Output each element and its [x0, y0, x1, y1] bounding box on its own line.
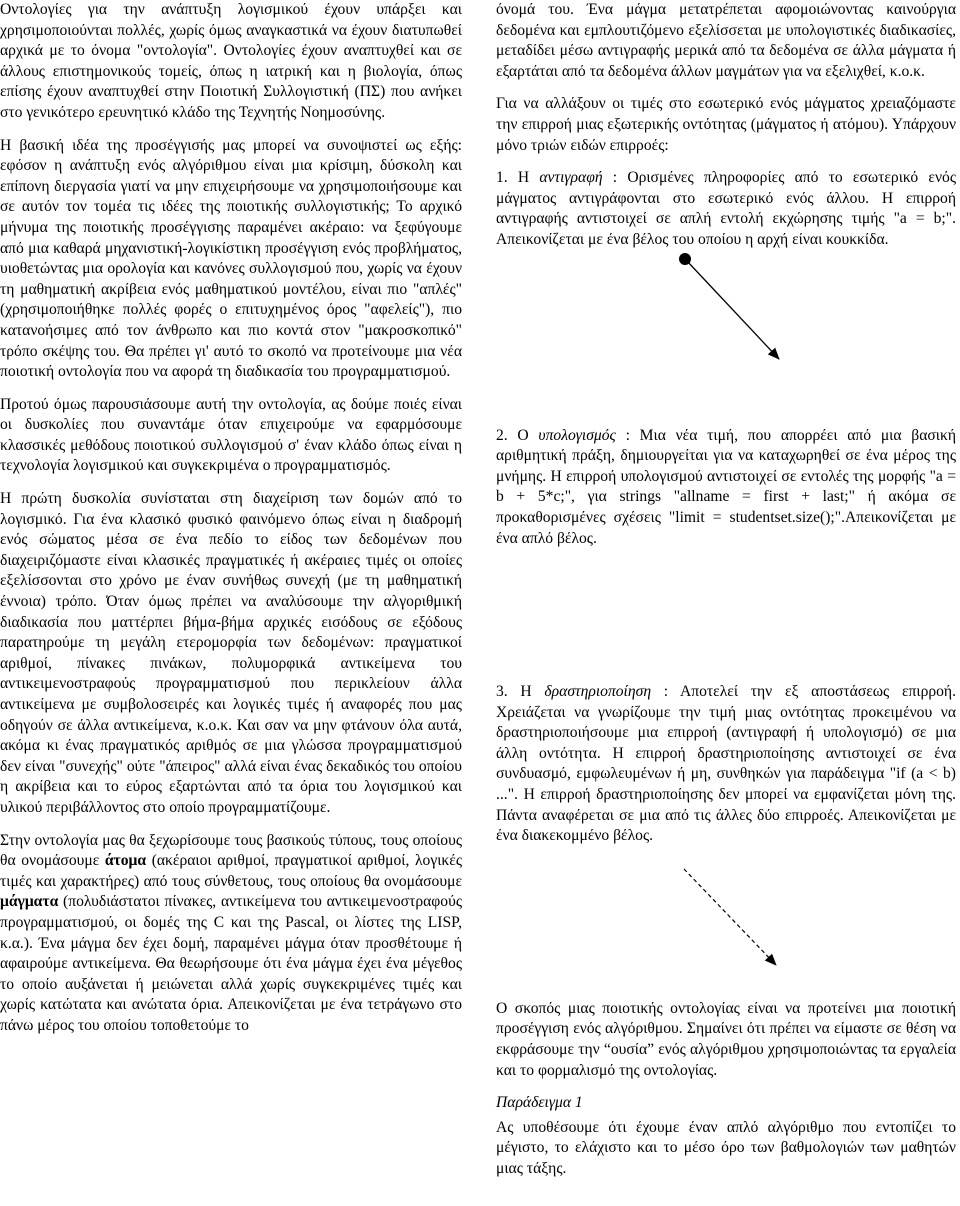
paragraph-ontologies-intro: Οντολογίες για την ανάπτυξη λογισμικού έχουν υπάρξει και χρησιμοποιούνται πολλές, χωρίς όμως αναγκαστικά να έχουν διατυπωθεί αρχικά με το όνομα "οντολογία". Οντολογίες έχουν αναπτυχθεί και σε άλλους επιστημονικούς τομείς, όπως η ιατρική και η βιολογία, όπως επίσης έχουν αναπτυχθεί στην Ποιοτική Συλλογιστική (ΠΣ) που ανήκει στο γενικότερο ερευνητικό κλάδο της Τεχνητής Νοημοσύνης. — [0, 1, 462, 121]
item-copy-influence — [496, 168, 956, 250]
paragraph-difficulties: Προτού όμως παρουσιάσουμε αυτή την οντολογία, ας δούμε ποιές είναι οι δυσκολίες που συναντάμε όταν επιχειρούμε να εφαρμόσουμε κλασσικές μεθόδους ποιοτικού συλλογισμού σ' έναν κλάδο όπως είναι η τεχνολογία λογισμικού και συγκεκριμένα ο προγραμματισμός. — [0, 395, 462, 475]
item-number: 1. Η — [496, 169, 540, 187]
term-atoms: άτομα — [104, 852, 147, 870]
item-number: 2. Ο — [496, 426, 539, 444]
paragraph-atoms-masses — [0, 831, 462, 1037]
paragraph-influences-intro: Για να αλλάξουν οι τιμές στο εσωτερικό ενός μάγματος χρειαζόμαστε την επιρροή μιας εξωτερικής οντότητας (μάγματος ή ατόμου). Υπάρχουν μόνο τριών ειδών επιρροές: — [496, 95, 956, 154]
text-segment: (ακέραιοι αριθμοί, πραγματικοί αριθμοί, λογικές τιμές και χαρακτήρες) από τους σύνθετους, τους οποίους θα ονομάσουμε — [0, 852, 462, 890]
term-masses: μάγματα — [0, 893, 59, 911]
item-activation-influence — [496, 682, 956, 847]
right-column — [496, 0, 956, 1180]
paragraph-mass-name: όνομά του. Ένα μάγμα μετατρέπεται αφομοιώνοντας καινούργια δεδομένα και εμπλουτιζόμενο εξελίσσεται με υπολογιστικές διαδικασίες, μεταδίδει μέσω αντιγραφής μερικά από τα δεδομένα σε άλλα μάγματα ή εξαρτάται από τα δεδομένα άλλων μαγμάτων για να εξελιχθεί, κ.ο.κ. — [496, 1, 956, 80]
simple-arrow-icon — [496, 549, 956, 669]
paragraph-ontology-goal: Ο σκοπός μιας ποιοτικής οντολογίας είναι να προτείνει μια ποιοτική προσέγγιση ενός αλγόριθμου. Σημαίνει ότι πρέπει να είμαστε σε θέση να εκφράσουμε την “ουσία” ενός αλγόριθμου χρησιμοποιώντας τα εργαλεία και το φορμαλισμό της οντολογίας. — [496, 999, 956, 1079]
text-segment: (πολυδιάστατοι πίνακες, αντικείμενα του αντικειμενοστραφούς προγραμματισμού, οι δομές της C και της Pascal, οι λίστες της LISP, κ.α.). Ένα μάγμα δεν έχει δομή, παραμένει μάγμα όταν προσθέτουμε ή αφαιρούμε αντικείμενα. Θα θεωρήσουμε ότι ένα μάγμα έχει ένα μέγεθος το οποίο αυξάνεται ή μειώνεται αλλά χωρίς συγκεκριμένες τιμές και χωρίς κατώτατα και ανώτατα όρια. Απεικονίζεται με ένα τετράγωνο στο πάνω μέρος του οποίου τοποθετούμε το — [0, 893, 462, 1034]
item-text: : Ορισμένες πληροφορίες από το εσωτερικό ενός μάγματος αντιγράφονται στο εσωτερικό ενός άλλου. Η επιρροή αντιγραφής αντιστοιχεί σε απλή εντολή εκχώρησης τιμής "a = b;". Απεικονίζεται με ένα βέλος του οποίου η αρχή είναι κουκκίδα. — [496, 169, 956, 248]
term-computation: υπολογισμός — [538, 426, 616, 444]
term-activation: δραστηριοποίηση — [544, 683, 652, 701]
term-copy: αντιγραφή — [539, 169, 603, 187]
item-text: : Μια νέα τιμή, που απορρέει από μια βασική αριθμητική πράξη, δημιουργείται για να καταχωρηθεί σε ένα μέρος της μνήμης. Η επιρροή υπολογισμού αντιστοιχεί σε εντολές της μορφής "a = b + 5*c;", για strings "allname = first + last;" ή ακόμα σε προκαθορισμένες σχέσεις "limit = studentset.size();".Απεικονίζεται με ένα απλό βέλος. — [496, 426, 956, 547]
item-computation-influence — [496, 426, 956, 550]
item-number: 3. Η — [496, 683, 545, 701]
dot-arrow-icon — [496, 251, 956, 376]
example-label: Παράδειγμα 1 — [496, 1094, 583, 1112]
left-column — [0, 0, 462, 1037]
paragraph-first-difficulty: Η πρώτη δυσκολία συνίσταται στη διαχείριση των δομών από το λογισμικό. Για ένα κλασικό φυσικό φαινόμενο όπως είναι η διαδρομή ενός σώματος μέσα σε ένα πεδίο το είδος των δεδομένων που διαχειριζόμαστε είναι κλασικές πραγματικές ή ακέραιες τιμές οι οποίες εξελίσσονται στο χρόνο με έναν συνήθως συνεχή (με τη μαθηματική έννοια) τρόπο. Όταν όμως πρέπει να αναλύσουμε την αλγοριθμική διαδικασία που ματτέρπει βήμα-βήμα αρχικές εισόδους σε εξόδους παρατηρούμε τη μεγάλη ετερομορφία των δεδομένων: πραγματικοί αριθμοί, πίνακες πινάκων, πολυμορφικά αντικείμενα του αντικειμενοστραφούς προγραμματισμού που περικλείουν άλλα αντικείμενα με συμβολοσειρές και λογικές τιμές ή αναφορές που μας οδηγούν σε άλλα αντικείμενα, κ.ο.κ. Και σαν να μην φτάνουν όλα αυτά, ακόμα κι ένας πραγματικός αριθμός σε μια γλώσσα προγραμματισμού δεν είναι "συνεχής" ούτε "άπειρος" αλλά είναι ένας δεκαδικός του οποίου η ακρίβεια και το εύρος εξαρτώνται από τα όρια του λογισμικού και υλικού περιβάλλοντος στο οποίο προγραμματίζουμε. — [0, 490, 462, 816]
item-text: : Αποτελεί την εξ αποστάσεως επιρροή. Χρειάζεται να γνωρίζουμε την τιμή μιας οντότητας προκειμένου να δραστηριοποιήσουμε μια επιρροή (αντιγραφή ή υπολογισμό) σε μια άλλη οντότητα. Η επιρροή δραστηριοποίησης αντιστοιχεί σε ένα συνδυασμό, εμφωλευμένων ή μη, συνθηκών για παράδειγμα "if (a < b) ...". Η επιρροή δραστηριοποίησης δεν μπορεί να εμφανίζεται μόνη της. Πάντα αναφέρεται σε μια από τις άλλες δύο επιρροές. Απεικονίζεται με ένα διακεκομμένο βέλος. — [496, 683, 956, 845]
dashed-arrow-icon — [496, 847, 956, 977]
text-segment: Στην οντολογία μας θα ξεχωρίσουμε τους βασικούς τύπους, τους οποίους θα ονομάσουμε — [0, 831, 462, 870]
paragraph-example: Ας υποθέσουμε ότι έχουμε έναν απλό αλγόριθμο που εντοπίζει το μέγιστο, το ελάχιστο και το μέσο όρο των βαθμολογιών των μαθητών μιας τάξης. — [496, 1118, 956, 1177]
paragraph-basic-idea: Η βασική ιδέα της προσέγγισής μας μπορεί να συνοψιστεί ως εξής: εφόσον η ανάπτυξη ενός αλγόριθμου είναι μια κρίσιμη, δύσκολη και επίπονη διεργασία γιατί να μην επιχειρήσουμε να χρησιμοποιήσουμε και σε αυτόν τον τομέα τις ιδέες της ποιοτικής συλλογιστικής; Το αρχικό μήνυμα της ποιοτικής προσέγγισης παραμένει ακέραιο: να ξεφύγουμε από μια καθαρά μηχανιστική-λογικίστικη προσέγγιση ενός προβλήματος, υιοθετώντας μια ορολογία και κανόνες συλλογισμού που, χωρίς να έχουν τη μαθηματική ακρίβεια ενός μαθηματικού μοντέλου, είναι πιο "απλές" (χρησιμοποιήθηκε πολλές φορές ο επιτυχημένος όρος "αφελείς"), πιο κατανοήσιμες από τον άνθρωπο και πιο κοντά στον "μακροσκοπικό" τρόπο σκέψης του. Θα πρέπει γι' αυτό το σκοπό να προτείνουμε μια νέα ποιοτική οντολογία που να αφορά τη διαδικασία του προγραμματισμού. — [0, 136, 462, 381]
